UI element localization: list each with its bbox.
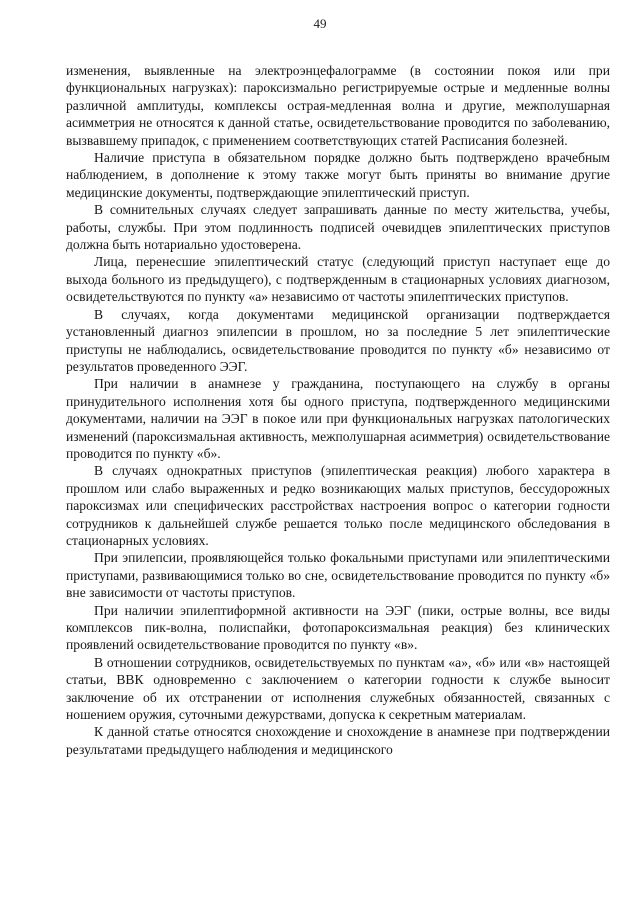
- paragraph-5: В случаях, когда документами медицинской организации подтверждается установленный диагноз эпилепсии в прошлом, но за последние 5 лет эпилептические приступы не наблюдались, освидетельствование проводится по пункту «б» независимо от результатов проведенного ЭЭГ.: [66, 306, 610, 374]
- paragraph-2: Наличие приступа в обязательном порядке должно быть подтверждено врачебным наблюдением, в дополнение к этому также могут быть приняты во внимание другие медицинские документы, подтверждающие эпилептический приступ.: [66, 150, 610, 200]
- page-number: 49: [313, 16, 327, 31]
- paragraph-9: При наличии эпилептиформной активности на ЭЭГ (пики, острые волны, все виды комплексов пик-волна, полиспайки, фотопароксизмальная реакция) без клинических проявлений освидетельствование проводится по пункту «в».: [66, 602, 610, 653]
- paragraph-6: При наличии в анамнезе у гражданина, поступающего на службу в органы принудительного исполнения хотя бы одного приступа, подтвержденного медицинскими документами, наличии на ЭЭГ в покое или при функциональных нагрузках патологических изменений (пароксизмальная активность, межполушарная асимметрия) освидетельствование проводится по пункту «б».: [66, 376, 610, 461]
- paragraph-10: В отношении сотрудников, освидетельствуемых по пунктам «а», «б» или «в» настоящей статьи, ВВК одновременно с заключением о категории годности к службе выносит заключение об их отстранении от исполнения служебных обязанностей, связанных с ношением оружия, суточными дежурствами, допуска к секретным материалам.: [66, 654, 610, 723]
- paragraph-7: В случаях однократных приступов (эпилептическая реакция) любого характера в прошлом или слабо выраженных и редко возникающих малых приступов, бессудорожных пароксизмах или специфических расстройствах настроения вопрос о категории годности сотрудников к дальнейшей службе решается только после медицинского обследования в стационарных условиях.: [66, 463, 610, 548]
- body-text: [66, 62, 610, 758]
- paragraph-1: изменения, выявленные на электроэнцефалограмме (в состоянии покоя или при функциональных нагрузках): пароксизмально регистрируемые острые и медленные волны различной амплитуды, комплексы острая-медленная волна и другие, межполушарная асимметрия не относятся к данной статье, освидетельствование проводится по заболеванию, вызвавшему припадок, с применением соответствующих статей Расписания болезней.: [66, 63, 610, 148]
- paragraph-8: При эпилепсии, проявляющейся только фокальными приступами или эпилептическими приступами, развивающимися только во сне, освидетельствование проводится по пункту «б» вне зависимости от частоты приступов.: [66, 550, 610, 601]
- paragraph-11: К данной статье относятся снохождение и снохождение в анамнезе при подтверждении результатами предыдущего наблюдения и медицинского: [66, 724, 610, 757]
- paragraph-4: Лица, перенесшие эпилептический статус (следующий приступ наступает еще до выхода больного из предыдущего), с подтвержденным в стационарных условиях диагнозом, освидетельствуются по пункту «а» независимо от частоты эпилептических приступов.: [66, 254, 610, 305]
- paragraph-3: В сомнительных случаях следует запрашивать данные по месту жительства, учебы, работы, службы. При этом подлинность подписей очевидцев эпилептических приступов должна быть нотариально удостоверена.: [66, 202, 610, 253]
